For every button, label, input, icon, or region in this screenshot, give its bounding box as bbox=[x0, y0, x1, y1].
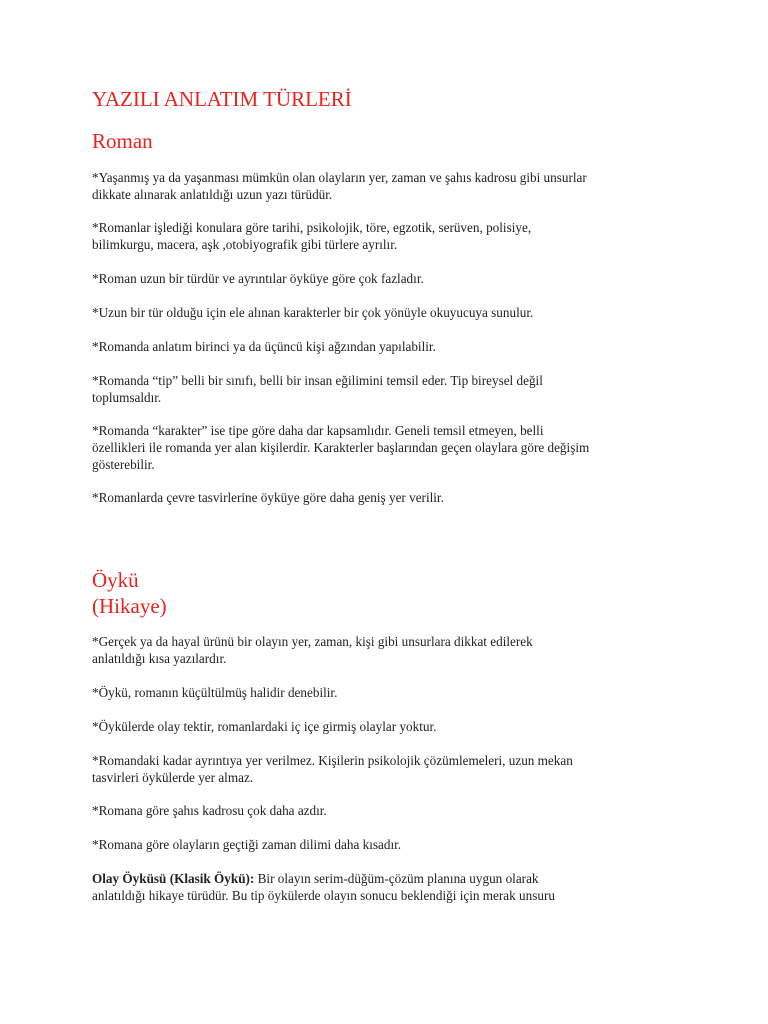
paragraph bbox=[92, 803, 692, 820]
paragraph-line: *Uzun bir tür olduğu için ele alınan karakterler bir çok yönüyle okuyucuya sunulur. bbox=[92, 305, 534, 320]
paragraph-line: gösterebilir. bbox=[92, 456, 155, 472]
paragraph bbox=[92, 339, 692, 356]
section-heading-roman: Roman bbox=[92, 129, 153, 153]
paragraph-line: özellikleri ile romanda yer alan kişilerdir. Karakterler başlarından geçen olaylara göre değişim bbox=[92, 439, 590, 455]
paragraph bbox=[92, 423, 692, 473]
paragraph-line: tasvirleri öykülerde yer almaz. bbox=[92, 769, 254, 785]
paragraph bbox=[92, 305, 692, 322]
paragraph bbox=[92, 271, 692, 288]
paragraph bbox=[92, 170, 692, 204]
paragraph-line: *Romana göre şahıs kadrosu çok daha azdır. bbox=[92, 803, 327, 818]
paragraph bbox=[92, 753, 692, 787]
paragraph-line: anlatıldığı hikaye türüdür. Bu tip öykülerde olayın sonucu beklendiği için merak unsuru bbox=[92, 887, 555, 903]
paragraph bbox=[92, 220, 692, 254]
paragraph-line: *Öykülerde olay tektir, romanlardaki iç içe girmiş olaylar yoktur. bbox=[92, 719, 437, 734]
paragraph bbox=[92, 373, 692, 407]
term-definition: Bir olayın serim-düğüm-çözüm planına uygun olarak bbox=[254, 871, 539, 886]
paragraph-line: *Yaşanmış ya da yaşanması mümkün olan olayların yer, zaman ve şahıs kadrosu gibi unsurlar bbox=[92, 170, 587, 185]
paragraph-line: anlatıldığı kısa yazılardır. bbox=[92, 650, 227, 666]
paragraph bbox=[92, 685, 692, 702]
paragraph-line bbox=[92, 871, 692, 888]
paragraph-line: *Romanda “karakter” ise tipe göre daha dar kapsamlıdır. Geneli temsil etmeyen, belli bbox=[92, 423, 544, 438]
paragraph-line: dikkate alınarak anlatıldığı uzun yazı türüdür. bbox=[92, 186, 333, 202]
paragraph-olay-oykusu bbox=[92, 871, 692, 905]
paragraph-line: *Öykü, romanın küçültülmüş halidir denebilir. bbox=[92, 685, 338, 700]
paragraph-line: *Gerçek ya da hayal ürünü bir olayın yer, zaman, kişi gibi unsurlara dikkat edilerek bbox=[92, 634, 533, 649]
paragraph-line: *Romanlarda çevre tasvirlerine öyküye göre daha geniş yer verilir. bbox=[92, 490, 444, 505]
paragraph-line: *Romanda anlatım birinci ya da üçüncü kişi ağzından yapılabilir. bbox=[92, 339, 436, 354]
paragraph-line: *Romandaki kadar ayrıntıya yer verilmez. Kişilerin psikolojik çözümlemeleri, uzun mekan bbox=[92, 753, 573, 768]
paragraph-line: *Roman uzun bir türdür ve ayrıntılar öyküye göre çok fazladır. bbox=[92, 271, 424, 286]
paragraph-line: *Romanda “tip” belli bir sınıfı, belli bir insan eğilimini temsil eder. Tip bireysel değil bbox=[92, 373, 543, 388]
paragraph-line: toplumsaldır. bbox=[92, 389, 162, 405]
paragraph bbox=[92, 719, 692, 736]
paragraph-line: bilimkurgu, macera, aşk ,otobiyografik gibi türlere ayrılır. bbox=[92, 236, 398, 252]
paragraph bbox=[92, 490, 692, 507]
term-olay-oykusu: Olay Öyküsü (Klasik Öykü): bbox=[92, 871, 255, 886]
paragraph bbox=[92, 634, 692, 668]
document-title: YAZILI ANLATIM TÜRLERİ bbox=[92, 87, 352, 111]
paragraph-line: *Romanlar işlediği konulara göre tarihi, psikolojik, töre, egzotik, serüven, polisiye, bbox=[92, 220, 532, 235]
paragraph bbox=[92, 837, 692, 854]
section-heading-oyku: Öykü bbox=[92, 568, 139, 592]
section-heading-hikaye: (Hikaye) bbox=[92, 594, 167, 618]
paragraph-line: *Romana göre olayların geçtiği zaman dilimi daha kısadır. bbox=[92, 837, 402, 852]
